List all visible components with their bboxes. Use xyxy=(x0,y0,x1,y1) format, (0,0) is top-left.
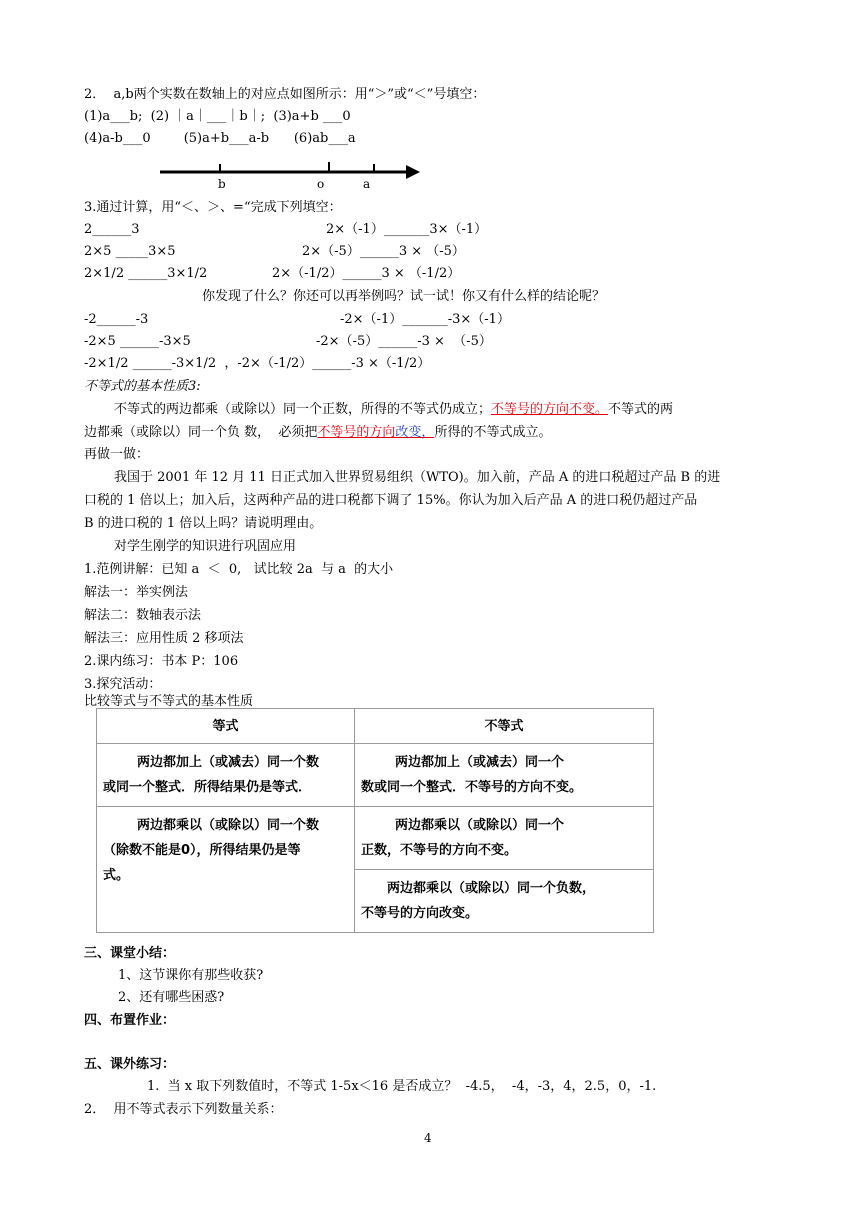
property3-title: 不等式的基本性质3: xyxy=(84,379,201,394)
problem3-title: 3.通过计算，用“＜、＞、=“完成下列填空： xyxy=(84,200,342,215)
property3-emphasis-direction: 不等号的方向 xyxy=(317,425,396,440)
apply-method2: 解法二：数轴表示法 xyxy=(84,608,202,623)
table-cell-eq-multiply xyxy=(97,807,355,933)
problem3-line3-left: 2×1/2 ______3×1/2 xyxy=(84,266,208,281)
problem3-neg-line1-right: -2×（-1）_______-3×（-1） xyxy=(340,312,510,327)
redo-line1: 我国于 2001 年 12 月 11 日正式加入世界贸易组织（WTO)。加入前，产品 A 的进口税超过产品 B 的进 xyxy=(114,470,721,485)
summary-item-1: 1、这节课你有那些收获? xyxy=(118,968,264,983)
eq-mul-line1: 两边都乘以（或除以）同一个数 xyxy=(137,818,320,833)
redo-line2: 口税的 1 倍以上；加入后，这两种产品的进口税都下调了 15%。你认为加入后产品 A 的进口税仍超过产品 xyxy=(84,493,698,508)
numberline-label-b: b xyxy=(218,177,226,191)
comparison-table xyxy=(96,708,654,933)
extra-q2: 2． 用不等式表示下列数量关系： xyxy=(84,1102,283,1117)
property3-text-a: 不等式的两边都乘（或除以）同一个正数，所得的不等式仍成立； xyxy=(114,402,492,417)
ineq-mul-neg-line2: 不等号的方向改变。 xyxy=(361,906,479,921)
number-line xyxy=(150,160,425,184)
property3-emphasis-change: 改变， xyxy=(395,425,435,440)
table-header-inequality: 不等式 xyxy=(355,709,654,744)
problem2-row1: (1)a___b; (2) ｜a｜___｜b｜; (3)a+b ___0 xyxy=(84,109,351,124)
property3-line2 xyxy=(84,424,551,441)
problem3-line1-left: 2______3 xyxy=(84,222,140,237)
apply-example: 1.范例讲解：已知 a ＜ 0, 试比较 2a 与 a 的大小 xyxy=(84,562,394,577)
extra-q1: 1. 当 x 取下列数值时，不等式 1-5x＜16 是否成立？ -4.5， -4，-3，4，2.5，0，-1. xyxy=(147,1079,657,1094)
problem3-line2-right: 2×（-5）______3 × （-5） xyxy=(302,244,465,259)
property3-text-b: 不等式的两 xyxy=(608,402,674,417)
property3-text-c: 边都乘（或除以）同一个负 数， 必须把 xyxy=(84,425,318,440)
property3-text-d: 所得的不等式成立。 xyxy=(434,425,552,440)
table-cell-ineq-add xyxy=(355,744,654,807)
table-header-equation: 等式 xyxy=(97,709,355,744)
redo-line3: B 的进口税的 1 倍以上吗？请说明理由。 xyxy=(84,516,323,531)
ineq-mul-pos-line2: 正数，不等号的方向不变。 xyxy=(361,843,518,858)
eq-add-line2: 或同一个整式．所得结果仍是等式． xyxy=(103,780,312,795)
redo-title: 再做一做： xyxy=(84,447,150,462)
problem3-question: 你发现了什么？你还可以再举例吗？试一试！你又有什么样的结论呢？ xyxy=(202,289,606,304)
table-cell-eq-add xyxy=(97,744,355,807)
apply-method3: 解法三：应用性质 2 移项法 xyxy=(84,631,244,646)
numberline-label-o: o xyxy=(317,177,325,191)
apply-compare-title: 比较等式与不等式的基本性质 xyxy=(84,694,254,709)
problem3-neg-line2-left: -2×5 ______-3×5 xyxy=(84,334,191,349)
ineq-mul-neg-line1: 两边都乘以（或除以）同一个负数， xyxy=(387,881,596,896)
apply-activity: 3.探究活动： xyxy=(84,677,162,692)
apply-practice: 2.课内练习：书本 P：106 xyxy=(84,654,239,669)
property3-line1 xyxy=(114,401,673,418)
ineq-add-line1: 两边都加上（或减去）同一个 xyxy=(395,755,565,770)
problem3-line2-left: 2×5 _____3×5 xyxy=(84,244,176,259)
numberline-label-a: a xyxy=(363,177,371,191)
property3-emphasis-unchanged: 不等号的方向不变。 xyxy=(491,402,609,417)
table-cell-ineq-multiply-negative xyxy=(355,870,654,933)
problem3-line3-right: 2×（-1/2）______3 × （-1/2） xyxy=(272,266,461,281)
ineq-mul-pos-line1: 两边都乘以（或除以）同一个 xyxy=(395,818,565,833)
summary-title: 三、课堂小结： xyxy=(84,946,176,961)
ineq-add-line2: 数或同一个整式．不等号的方向不变。 xyxy=(361,780,583,795)
problem3-line1-right: 2×（-1）_______3×（-1） xyxy=(326,222,488,237)
problem3-neg-line3: -2×1/2 ______-3×1/2 ，-2×（-1/2）______-3 ×（-1/2） xyxy=(84,356,431,371)
homework-title: 四、布置作业： xyxy=(84,1013,176,1028)
problem2-title: 2． a,b两个实数在数轴上的对应点如图所示：用“＞”或“＜”号填空： xyxy=(84,87,486,102)
eq-add-line1: 两边都加上（或减去）同一个数 xyxy=(137,755,320,770)
eq-mul-line3: 式。 xyxy=(103,868,130,883)
table-cell-ineq-multiply-positive xyxy=(355,807,654,870)
problem2-row2: (4)a-b___0 (5)a+b___a-b (6)ab___a xyxy=(84,131,356,146)
extra-title: 五、课外练习： xyxy=(84,1057,176,1072)
eq-mul-line2: （除数不能是0），所得结果仍是等 xyxy=(103,843,301,858)
apply-method1: 解法一：举实例法 xyxy=(84,585,189,600)
apply-intro: 对学生刚学的知识进行巩固应用 xyxy=(114,539,297,554)
problem3-neg-line2-right: -2×（-5）______-3 × （-5） xyxy=(316,334,492,349)
page-number: 4 xyxy=(424,1131,432,1145)
summary-item-2: 2、还有哪些困惑? xyxy=(118,990,225,1005)
problem3-neg-line1-left: -2______-3 xyxy=(84,312,149,327)
